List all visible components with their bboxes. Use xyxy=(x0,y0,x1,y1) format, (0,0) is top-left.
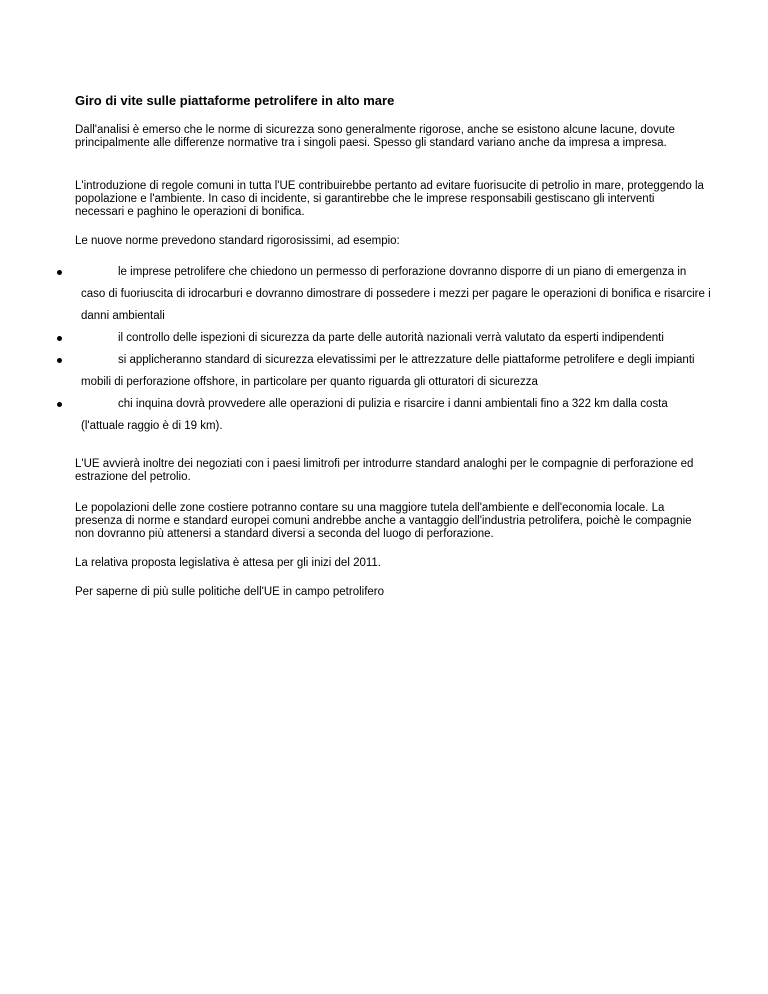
rules-list xyxy=(0,261,768,437)
paragraph-analysis: Dall'analisi è emerso che le norme di sicurezza sono generalmente rigorose, anche se esistono alcune lacune, dovute principalmente alle differenze normative tra i singoli paesi. Spesso gli standard variano anche da impresa a impresa. xyxy=(75,124,675,149)
bullet-icon xyxy=(57,270,62,275)
list-item xyxy=(0,349,711,393)
bullet-icon xyxy=(57,336,62,341)
bullet-icon xyxy=(57,358,62,363)
paragraph-coastal-populations: Le popolazioni delle zone costiere potranno contare su una maggiore tutela dell'ambiente e dell'economia locale. La presenza di norme e standard europei comuni andrebbe anche a vantaggio dell'industria petrolifera, poichè le compagnie non dovranno più attenersi a standard diversi a seconda del luogo di perforazione. xyxy=(75,502,692,540)
list-item-text: chi inquina dovrà provvedere alle operazioni di pulizia e risarcire i danni ambientali fino a 322 km dalla costa (l'attuale raggio è di 19 km). xyxy=(81,398,668,432)
article-title: Giro di vite sulle piattaforme petrolifere in alto mare xyxy=(75,93,395,108)
list-item xyxy=(0,393,711,437)
paragraph-negotiations: L'UE avvierà inoltre dei negoziati con i paesi limitrofi per introdurre standard analoghi per le compagnie di perforazione ed estrazione del petrolio. xyxy=(75,458,694,483)
list-item-text: le imprese petrolifere che chiedono un permesso di perforazione dovranno disporre di un piano di emergenza in caso di fuoriuscita di idrocarburi e dovranno dimostrare di possedere i mezzi per pagare le operazioni di bonifica e risarcire i danni ambientali xyxy=(81,266,711,322)
link-more-info[interactable]: Per saperne di più sulle politiche dell'UE in campo petrolifero xyxy=(75,586,385,598)
paragraph-common-rules: L'introduzione di regole comuni in tutta l'UE contribuirebbe pertanto ad evitare fuorisucite di petrolio in mare, proteggendo la popolazione e l'ambiente. In caso di incidente, si garantirebbe che le imprese responsabili gestiscano gli interventi necessari e paghino le operazioni di bonifica. xyxy=(75,180,704,218)
list-item xyxy=(0,261,711,327)
bullet-icon xyxy=(57,402,62,407)
list-item-text: si applicheranno standard di sicurezza elevatissimi per le attrezzature delle piattaforme petrolifere e degli impianti mobili di perforazione offshore, in particolare per quanto riguarda gli otturatori di sicurezza xyxy=(81,354,695,388)
list-item xyxy=(0,327,711,349)
paragraph-legislative-proposal: La relativa proposta legislativa è attesa per gli inizi del 2011. xyxy=(75,557,381,569)
paragraph-new-rules-intro: Le nuove norme prevedono standard rigorosissimi, ad esempio: xyxy=(75,235,400,247)
list-item-text: il controllo delle ispezioni di sicurezza da parte delle autorità nazionali verrà valutato da esperti indipendenti xyxy=(118,332,664,344)
